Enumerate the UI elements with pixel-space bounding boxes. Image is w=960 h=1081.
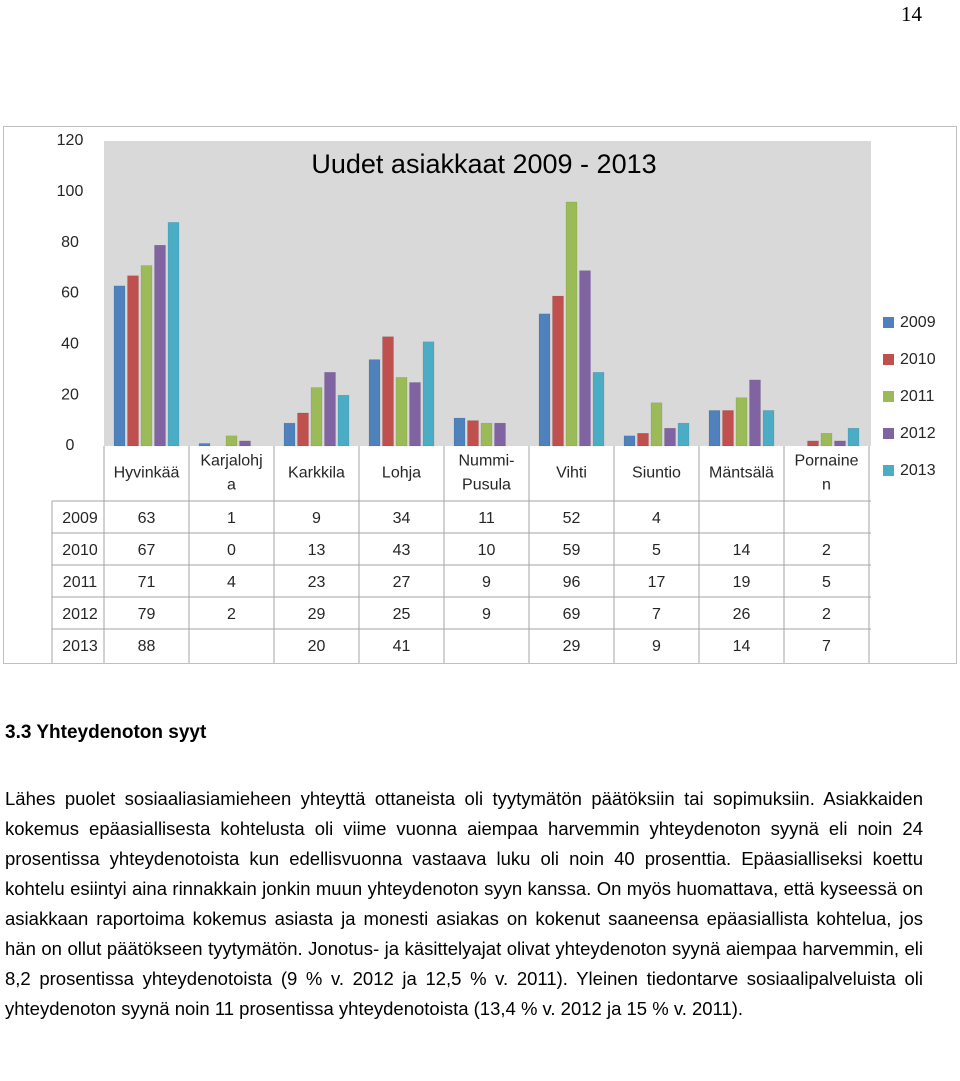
legend-label: 2012 xyxy=(900,425,936,443)
table-row-header: 2011 xyxy=(62,574,98,592)
bar xyxy=(539,314,550,446)
bar xyxy=(763,410,774,446)
bar xyxy=(638,433,649,446)
bar xyxy=(454,418,465,446)
table-cell: 26 xyxy=(732,606,751,624)
chart-canvas xyxy=(4,127,956,663)
bar xyxy=(835,441,846,446)
table-cell: 43 xyxy=(392,542,411,560)
table-cell: 67 xyxy=(137,542,156,560)
table-cell: 17 xyxy=(647,574,666,592)
bar xyxy=(423,342,434,446)
legend-label: 2011 xyxy=(900,388,935,406)
y-tick-label: 40 xyxy=(61,335,79,353)
bar xyxy=(410,382,421,446)
table-cell: 13 xyxy=(307,542,326,560)
category-label: Nummi- xyxy=(458,452,515,470)
bar xyxy=(593,372,604,446)
table-cell: 14 xyxy=(732,638,751,656)
legend-swatch xyxy=(883,465,894,476)
y-tick-label: 120 xyxy=(56,132,84,150)
table-cell: 69 xyxy=(562,606,581,624)
table-cell: 34 xyxy=(392,510,411,528)
bar xyxy=(325,372,336,446)
chart-title: Uudet asiakkaat 2009 - 2013 xyxy=(311,149,657,180)
bar xyxy=(553,296,564,446)
table-cell: 29 xyxy=(562,638,581,656)
bar xyxy=(665,428,676,446)
table-row-header: 2009 xyxy=(62,510,98,528)
table-cell: 59 xyxy=(562,542,581,560)
legend-swatch xyxy=(883,317,894,328)
table-cell: 2 xyxy=(822,542,831,560)
bar xyxy=(821,433,832,446)
bar xyxy=(495,423,506,446)
table-cell: 88 xyxy=(137,638,156,656)
table-cell: 7 xyxy=(822,638,831,656)
table-cell: 10 xyxy=(477,542,496,560)
bar xyxy=(240,441,251,446)
bar xyxy=(709,410,720,446)
table-row-header: 2012 xyxy=(62,606,98,624)
bar xyxy=(468,421,479,446)
body-paragraph: Lähes puolet sosiaaliasiamieheen yhteyttä ottaneista oli tyytymätön päätöksiin tai sopimuksiin. Asiakkaiden kokemus epäasiallisesta kohtelusta oli viime vuonna aiempaa harvemmin yhteydenoton syynä eli noin 24 prosentissa yhteydenotoista kun edellisvuonna vastaava luku oli noin 40 prosenttia. Epäasialliseksi koettu kohtelu esiintyi aina rinnakkain jonkin muun yhteydenoton syyn kanssa. On myös huomattava, että kyseessä on asiakkaan raportoima kokemus asiasta ja monesti asiakas on kokenut saaneensa epäasiallista kohtelua, jos hän on ollut päätökseen tyytymätön. Jonotus- ja käsittelyajat olivat yhteydenoton syynä aiempaa harvemmin, eli 8,2 prosentissa yhteydenotoista (9 % v. 2012 ja 12,5 % v. 2011). Yleinen tiedontarve sosiaalipalveluista oli yhteydenoton syynä noin 11 prosentissa yhteydenotoista (13,4 % v. 2012 ja 15 % v. 2011). xyxy=(5,788,923,1019)
category-label: Siuntio xyxy=(632,464,681,482)
bar xyxy=(566,202,577,446)
category-label: a xyxy=(227,476,236,494)
category-label: Vihti xyxy=(556,464,587,482)
bar xyxy=(580,271,591,446)
category-label: Lohja xyxy=(381,464,422,482)
table-cell: 9 xyxy=(652,638,661,656)
bar xyxy=(808,441,819,446)
table-cell: 27 xyxy=(392,574,411,592)
table-cell: 2 xyxy=(822,606,831,624)
table-cell: 0 xyxy=(227,542,236,560)
category-label: Karkkila xyxy=(288,464,345,482)
bar xyxy=(338,395,349,446)
table-cell: 4 xyxy=(227,574,236,592)
table-cell: 5 xyxy=(822,574,831,592)
category-label: Pusula xyxy=(462,476,511,494)
table-cell: 63 xyxy=(137,510,156,528)
table-cell: 9 xyxy=(482,574,491,592)
bar xyxy=(128,276,139,446)
category-label: Pornaine xyxy=(794,452,859,470)
table-cell: 19 xyxy=(732,574,751,592)
bar-chart-with-data-table xyxy=(3,126,957,664)
bar xyxy=(848,428,859,446)
bar xyxy=(284,423,295,446)
bar xyxy=(141,266,152,446)
table-cell: 41 xyxy=(392,638,411,656)
table-cell: 5 xyxy=(652,542,661,560)
section-heading: 3.3 Yhteydenoton syyt xyxy=(5,722,207,743)
table-row-header: 2010 xyxy=(62,542,98,560)
table-cell: 23 xyxy=(307,574,326,592)
y-tick-label: 20 xyxy=(61,386,79,404)
bar xyxy=(481,423,492,446)
table-cell: 79 xyxy=(137,606,156,624)
legend-swatch xyxy=(883,428,894,439)
y-tick-label: 0 xyxy=(65,437,75,455)
table-cell: 14 xyxy=(732,542,751,560)
bar xyxy=(736,398,747,446)
bar xyxy=(624,436,635,446)
bar xyxy=(226,436,237,446)
bar xyxy=(651,403,662,446)
table-cell: 52 xyxy=(562,510,581,528)
legend-label: 2010 xyxy=(900,351,936,369)
category-label: Karjalohj xyxy=(200,452,263,470)
bar xyxy=(369,360,380,446)
table-cell: 11 xyxy=(478,510,495,528)
bar xyxy=(114,286,125,446)
legend-label: 2009 xyxy=(900,314,936,332)
table-cell: 9 xyxy=(312,510,321,528)
table-cell: 29 xyxy=(307,606,326,624)
bar xyxy=(311,388,322,446)
table-cell: 20 xyxy=(307,638,326,656)
legend-swatch xyxy=(883,391,894,402)
category-label: Hyvinkää xyxy=(113,464,180,482)
bar xyxy=(750,380,761,446)
bar xyxy=(168,222,179,446)
legend-swatch xyxy=(883,354,894,365)
table-cell: 9 xyxy=(482,606,491,624)
bar xyxy=(723,410,734,446)
table-cell: 2 xyxy=(227,606,236,624)
table-cell: 96 xyxy=(562,574,581,592)
table-cell: 1 xyxy=(227,510,236,528)
legend-label: 2013 xyxy=(900,462,936,480)
category-label: n xyxy=(822,476,831,494)
bar xyxy=(199,443,210,446)
table-row-header: 2013 xyxy=(62,638,98,656)
category-label: Mäntsälä xyxy=(709,464,774,482)
bar xyxy=(383,337,394,446)
table-cell: 4 xyxy=(652,510,661,528)
bar xyxy=(678,423,689,446)
bar xyxy=(155,245,166,446)
page-number: 14 xyxy=(901,2,922,26)
table-cell: 25 xyxy=(392,606,411,624)
table-cell: 71 xyxy=(137,574,156,592)
y-tick-label: 100 xyxy=(56,183,84,201)
bar xyxy=(396,377,407,446)
y-tick-label: 80 xyxy=(61,233,79,251)
y-tick-label: 60 xyxy=(61,284,79,302)
table-cell: 7 xyxy=(652,606,661,624)
bar xyxy=(298,413,309,446)
